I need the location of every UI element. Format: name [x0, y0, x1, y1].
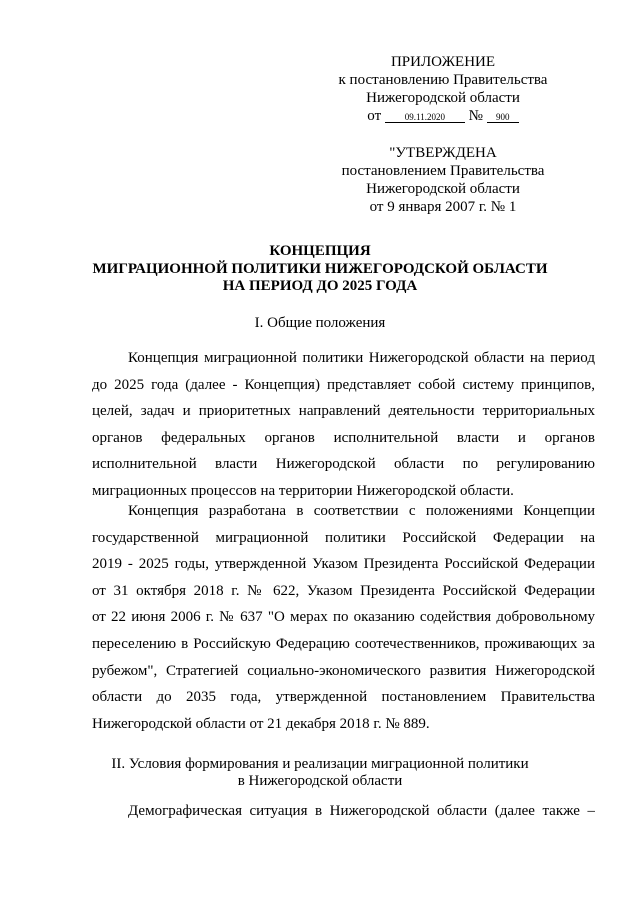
paragraph-line: государственной миграционной политики Российской Федерации на: [92, 529, 595, 546]
paragraph-line: исполнительной власти Нижегородской области по регулированию: [92, 456, 595, 473]
title-line-3: НА ПЕРИОД ДО 2025 ГОДА: [222, 278, 418, 294]
paragraph-line: рубежом", Стратегией социально-экономического развития Нижегородской: [92, 662, 595, 679]
paragraph-2: [92, 498, 595, 737]
section-2-heading-line-2: в Нижегородской области: [237, 773, 403, 789]
appendix-line-3: Нижегородской области: [366, 90, 520, 106]
appendix-heading: ПРИЛОЖЕНИЕ: [390, 54, 496, 70]
paragraph-line: области до 2035 года, утвержденной постановлением Правительства: [92, 689, 595, 706]
paragraph-line: 2019 - 2025 годы, утвержденной Указом Президента Российской Федерации: [92, 556, 595, 573]
section-1-heading: [0, 315, 640, 332]
appendix-block: [300, 53, 586, 125]
approved-line-4: от 9 января 2007 г. № 1: [369, 199, 517, 215]
approved-line-3: Нижегородской области: [366, 181, 520, 197]
paragraph-line: от 22 июня 2006 г. № 637 "О мерах по оказанию содействия добровольному: [92, 609, 595, 626]
title-line-2: МИГРАЦИОННОЙ ПОЛИТИКИ НИЖЕГОРОДСКОЙ ОБЛАСТИ: [92, 260, 548, 277]
section-2-heading-line-1: II. Условия формирования и реализации миграционной политики: [111, 756, 529, 772]
section-2-heading: [0, 756, 640, 790]
paragraph-1: [92, 345, 595, 505]
paragraph-line: Нижегородской области от 21 декабря 2018 г. № 889.: [92, 715, 430, 732]
paragraph-3: [92, 798, 595, 825]
document-title: [0, 243, 640, 296]
number-field: 900: [487, 112, 519, 123]
approved-line-2: постановлением Правительства: [341, 163, 545, 179]
paragraph-line: органов федеральных органов исполнительной власти и органов: [92, 429, 595, 446]
appendix-line-2: к постановлению Правительства: [338, 72, 548, 88]
paragraph-line: от 31 октября 2018 г. № 622, Указом Президента Российской Федерации: [92, 582, 595, 599]
date-field: 09.11.2020: [385, 112, 465, 123]
approved-block: [300, 144, 586, 216]
from-label: от: [367, 108, 382, 124]
paragraph-line: переселению в Российскую Федерацию соотечественников, проживающих за: [92, 635, 595, 652]
appendix-date-line: [300, 107, 586, 125]
paragraph-line: Демографическая ситуация в Нижегородской области (далее также –: [128, 803, 595, 819]
paragraph-line: Концепция миграционной политики Нижегородской области на период: [128, 350, 595, 366]
paragraph-line: миграционных процессов на территории Нижегородской области.: [92, 482, 514, 499]
paragraph-line: до 2025 года (далее - Концепция) представляет собой систему принципов,: [92, 376, 595, 393]
number-label: №: [468, 108, 483, 124]
section-1-heading-text: I. Общие положения: [254, 315, 386, 331]
paragraph-line: целей, задач и приоритетных направлений деятельности территориальных: [92, 403, 595, 420]
title-line-1: КОНЦЕПЦИЯ: [269, 243, 371, 259]
approved-heading: "УТВЕРЖДЕНА: [389, 145, 497, 161]
paragraph-line: Концепция разработана в соответствии с положениями Концепции: [128, 503, 595, 519]
